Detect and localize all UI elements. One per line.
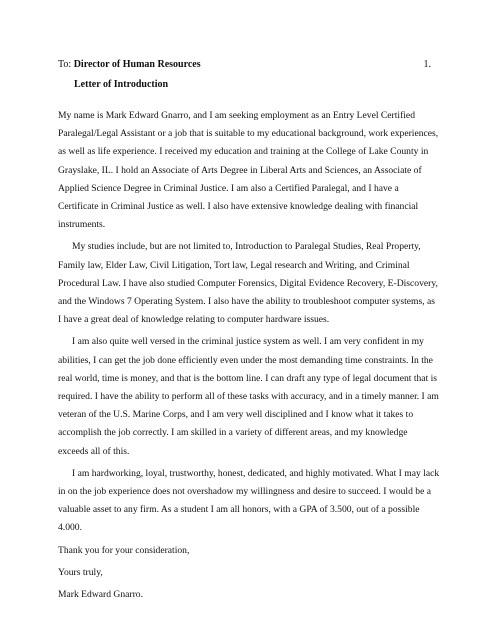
recipient-prefix: To: — [58, 59, 74, 70]
paragraph-experience: I am also quite well versed in the criminal justice system as well. I am very confident in my abilities, I can get the job done efficiently even under the most demanding time constraints. In the real world, time is money, and that is the bottom line. I can draft any type of legal document that is required. I have the ability to perform all of these tasks with accuracy, and in a timely manner. I am veteran of the U.S. Marine Corps, and I am very well disciplined and I know what it takes to accomplish the job correctly. I am skilled in a variety of different areas, and my knowledge exceeds all of this. — [58, 336, 439, 457]
letter-body — [58, 107, 440, 608]
closing-thanks: Thank you for your consideration, — [58, 544, 190, 556]
closing-sign-off: Yours truly, — [58, 566, 103, 578]
paragraph-studies: My studies include, but are not limited to, Introduction to Paralegal Studies, Real Property, Family law, Elder Law, Civil Litigation, Tort law, Legal research and Writing, and Criminal Procedural Law. I have also studied Computer Forensics, Digital Evidence Recovery, E-Discovery, and the Windows 7 Operating System. I also have the ability to troubleshoot computer systems, as I have a great deal of knowledge relating to computer hardware issues. — [58, 241, 438, 326]
paragraph-qualities: I am hardworking, loyal, trustworthy, honest, dedicated, and highly motivated. What I may lack in on the job experience does not overshadow my willingness and desire to succeed. I would be a valuable asset to any firm. As a student I am all honors, with a GPA of 3.500, out of a possible 4.000. — [58, 467, 440, 534]
recipient-line — [58, 58, 438, 72]
recipient-name: Director of Human Resources — [73, 59, 201, 70]
paragraph-introduction: My name is Mark Edward Gnarro, and I am seeking employment as an Entry Level Certified Paralegal/Legal Assistant or a job that is suitable to my educational background, work experiences, as well as life experience. I received my education and training at the College of Lake County in Grayslake, IL. I hold an Associate of Arts Degree in Liberal Arts and Sciences, an Associate of Applied Science Degree in Criminal Justice. I am also a Certified Paralegal, and I have a Certificate in Criminal Justice as well. I also have extensive knowledge dealing with financial instruments. — [58, 110, 439, 231]
signature-name: Mark Edward Gnarro. — [58, 589, 143, 601]
page-number: 1. — [423, 59, 431, 70]
letter-subject: Letter of Introduction — [74, 79, 169, 90]
